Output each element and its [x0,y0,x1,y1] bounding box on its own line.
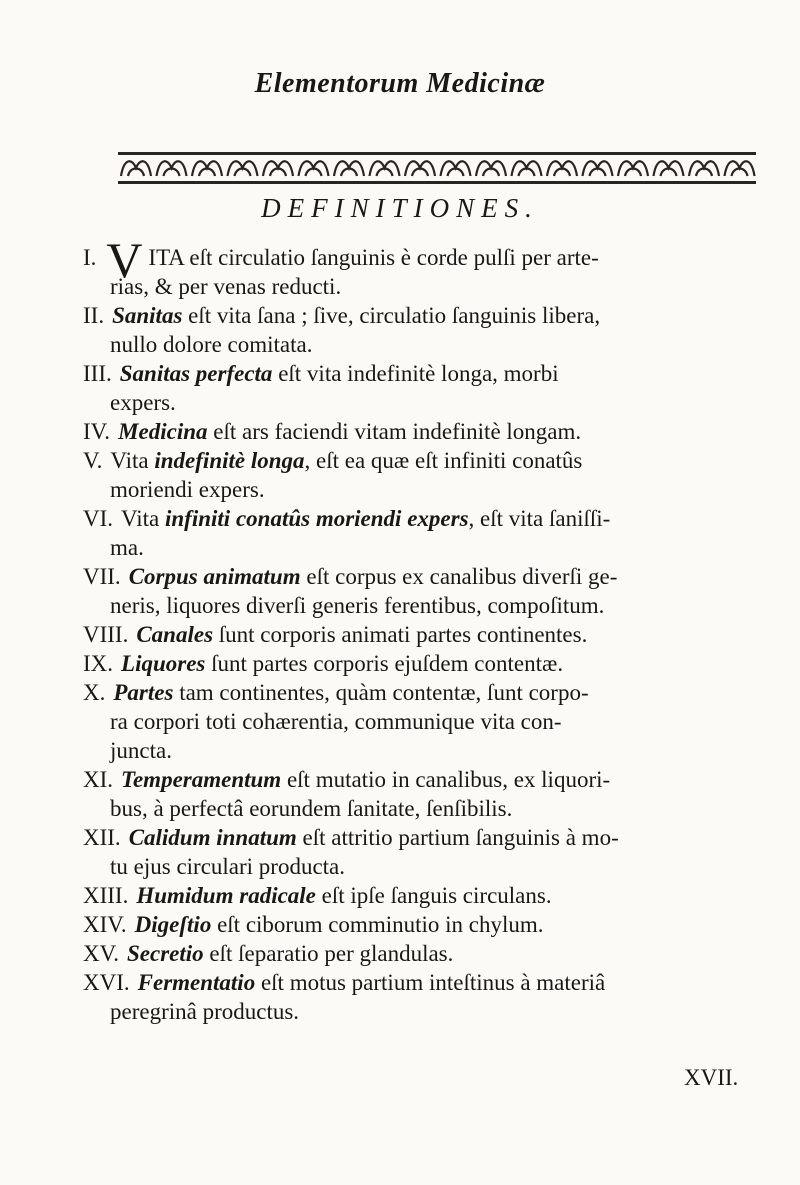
defined-term: Humidum radicale [136,883,316,908]
definition-text: Vita [121,506,165,531]
fleuron-icon [121,161,151,176]
fleuron-icon [334,161,364,176]
definition-number: VII. [83,564,121,589]
definition-line-content [110,390,176,415]
definition-line [83,968,773,997]
definition-line [83,881,773,910]
definitions-list [83,232,773,1026]
definition-line [83,591,773,620]
definition-line-content [83,678,589,707]
definition-line [83,417,773,446]
fleuron-icon [157,161,187,176]
definition-text: rias, & per venas reducti. [110,274,342,299]
definition-line [83,910,773,939]
definition-line-content [83,359,559,388]
definition-line [83,736,773,765]
definition-line-content [110,796,512,821]
definition-text: Vita [110,448,155,473]
definition-text: , eſt vita ſaniſſi- [468,506,611,531]
definition-number: II. [83,303,105,328]
definition-text: eſt vita ſana ; ſive, circulatio ſanguinis libera, [182,303,601,328]
fleuron-band-icon [118,150,756,186]
definition-text: tam continentes, quàm contentæ, ſunt corpo- [173,680,589,705]
fleuron-icon [476,161,506,176]
definition-line [83,852,773,881]
definition-line-content [83,968,605,997]
fleuron-icon [370,161,400,176]
definition-line [83,997,773,1026]
fleuron-icon [441,161,471,176]
definition-line-content [83,823,619,852]
catchword: XVII. [684,1065,739,1090]
section-heading: DEFINITIONES. [261,193,539,223]
fleuron-icon [618,161,648,176]
fleuron-icon [725,161,755,176]
definition-text: , eſt ea quæ eſt infiniti conatûs [304,448,583,473]
fleuron-icon [689,161,719,176]
definition-line-content [83,622,587,647]
definition-number: VI. [83,506,114,531]
definition-line [83,678,773,707]
definition-line [83,272,773,301]
definition-line-content [83,419,581,444]
definition-line-content [83,651,563,676]
definition-text: expers. [110,390,176,415]
definition-number: XII. [83,825,121,850]
definition-line [83,794,773,823]
definition-line [83,359,773,388]
definition-line [83,301,773,330]
definition-line-content [110,535,144,560]
definition-line-content [83,883,552,908]
definition-text: ITA eſt circulatio ſanguinis è corde pulſi per arte- [148,245,599,270]
definition-line [83,939,773,968]
defined-term: Sanitas perfecta [119,361,273,386]
defined-term: Corpus animatum [128,564,301,589]
drop-cap: V [106,232,143,288]
definition-line-content [110,477,265,502]
definition-line-content [110,332,312,357]
definition-line [83,533,773,562]
definition-number: I. [83,245,97,270]
definition-line [83,446,773,475]
definition-line [83,504,773,533]
definition-line [83,765,773,794]
definition-line-content [110,707,562,736]
fleuron-icon [583,161,613,176]
definition-text: eſt ſeparatio per glandulas. [203,941,454,966]
definition-text: ſunt partes corporis ejuſdem contentæ. [205,651,564,676]
definition-text: tu ejus circulari producta. [110,854,346,879]
definition-number: VIII. [83,622,129,647]
definition-line-content [110,854,345,879]
defined-term: Digeſtio [134,912,212,937]
fleuron-icon [192,161,222,176]
defined-term: Sanitas [112,303,183,328]
defined-term: Secretio [127,941,204,966]
defined-term: Calidum innatum [128,825,297,850]
defined-term: Canales [136,622,214,647]
definition-text: eſt motus partium inteſtinus à materiâ [255,970,606,995]
definition-text: bus, à perfectâ eorundem ſanitate, ſenſibilis. [110,796,513,821]
definition-text: nullo dolore comitata. [110,332,313,357]
definition-text: eſt ciborum comminutio in chylum. [211,912,544,937]
definition-text: juncta. [110,738,172,763]
running-head: Elementorum Medicinæ [254,68,546,99]
definition-line [83,823,773,852]
definition-line-content [83,765,610,794]
definition-number: XIII. [83,883,129,908]
definition-number: XVI. [83,970,130,995]
definition-line-content [83,912,544,937]
definition-line-content [110,738,172,763]
definition-text: moriendi expers. [110,477,265,502]
definition-line [83,649,773,678]
definition-text: ſunt corporis animati partes continentes. [213,622,588,647]
definition-line-content [83,446,582,475]
definition-text: eſt ars faciendi vitam indefinitè longam. [207,419,582,444]
fleuron-icon [263,161,293,176]
definition-text: eſt ipſe ſanguis circulans. [315,883,552,908]
definition-text: neris, liquores diverſi generis ferentibus, compoſitum. [110,593,605,618]
fleuron-icon [405,161,435,176]
defined-term: indefinitè longa [154,448,305,473]
definition-text: peregrinâ productus. [110,999,300,1024]
definition-text: eſt mutatio in canalibus, ex liquori- [281,767,611,792]
definition-number: XIV. [83,912,127,937]
definition-line [83,330,773,359]
definition-line [83,475,773,504]
fleuron-icon [547,161,577,176]
definition-number: XV. [83,941,120,966]
definition-line-content [110,593,604,618]
definition-number: IV. [83,419,111,444]
definition-text: eſt corpus ex canalibus diverſi ge- [300,564,618,589]
definition-line-content [83,504,610,533]
definition-line [83,562,773,591]
definition-text: eſt vita indefinitè longa, morbi [272,361,559,386]
definition-text: ma. [110,535,144,560]
definition-line [83,707,773,736]
defined-term: Liquores [121,651,206,676]
definition-line [83,620,773,649]
definition-number: X. [83,680,106,705]
definition-text: eſt attritio partium ſanguinis à mo- [296,825,619,850]
definition-line-content [83,301,600,330]
defined-term: infiniti conatûs moriendi expers [165,506,469,531]
definition-line [83,388,773,417]
definition-number: IX. [83,651,114,676]
definition-line-content [110,999,299,1024]
definition-number: V. [83,448,103,473]
definition-line-content [83,562,617,591]
defined-term: Fermentatio [137,970,256,995]
defined-term: Partes [113,680,174,705]
defined-term: Temperamentum [121,767,282,792]
fleuron-icon [654,161,684,176]
definition-text: ra corpori toti cohærentia, communique vita con- [110,709,562,734]
definition-number: III. [83,361,112,386]
definition-line-content [83,941,453,966]
defined-term: Medicina [118,419,208,444]
fleuron-icon [228,161,258,176]
definition-line-content [110,274,341,299]
fleuron-icon [512,161,542,176]
definition-number: XI. [83,767,114,792]
fleuron-icon [299,161,329,176]
